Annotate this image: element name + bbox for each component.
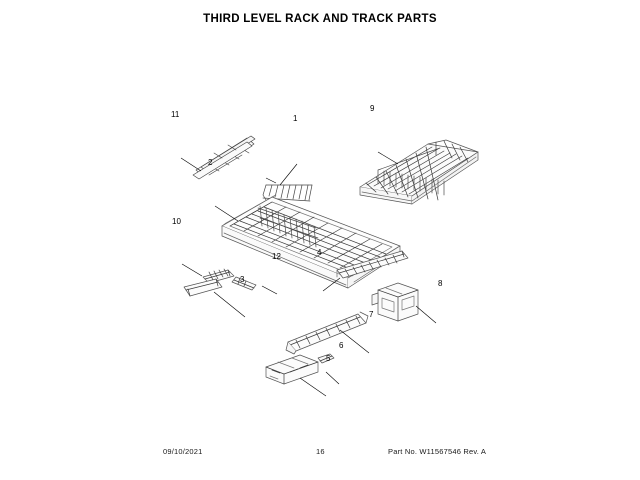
footer-page-number: 16 [316,447,325,456]
callout-12: 12 [272,252,281,261]
callout-5: 5 [326,354,331,363]
end-cap-part [184,279,222,296]
upper-basket-grid-part [360,140,478,204]
left-track-rail-part [193,136,255,179]
callout-9: 9 [370,104,375,113]
callout-11: 11 [171,110,180,119]
page-title: THIRD LEVEL RACK AND TRACK PARTS [203,13,437,25]
third-level-rack-assembly-part [222,195,400,288]
callout-7: 7 [369,310,374,319]
nozzle-housing-part [266,355,318,384]
manifold-block-part [372,283,418,321]
callout-10: 10 [172,217,181,226]
water-feed-tube-part [286,312,368,354]
callout-3: 3 [240,275,245,284]
callout-2: 2 [208,158,213,167]
callout-1: 1 [293,114,298,123]
callout-6: 6 [339,341,344,350]
callout-8: 8 [438,279,443,288]
footer-part-number: Part No. W11567546 Rev. A [388,447,487,456]
exploded-parts-diagram [0,40,640,430]
footer-date: 09/10/2021 [163,447,203,456]
callout-4: 4 [317,248,322,257]
